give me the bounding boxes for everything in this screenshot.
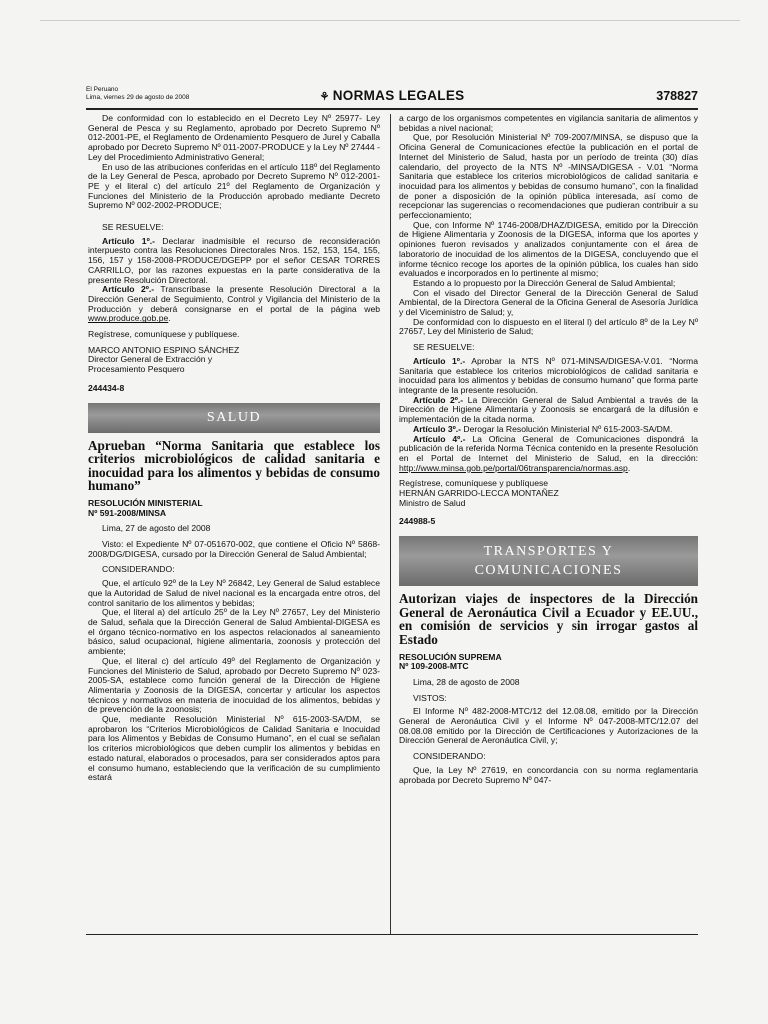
paragraph: De conformidad con lo dispuesto en el literal l) del artículo 8º de la Ley Nº 27657, Ley del Ministerio de Salud; [399, 316, 698, 337]
banner-line: TRANSPORTES Y [483, 544, 614, 560]
resolution-number: Nº 109-2008-MTC [399, 661, 469, 672]
signatory-title: Director General de Extracción y [88, 354, 213, 365]
resolution-date: Lima, 28 de agosto de 2008 [413, 676, 520, 687]
paragraph: Que, el literal c) del artículo 49º del Reglamento de Organización y Funciones del Ministerio de Salud, aprobado por Decreto Supremo Nº 023-2005-SA, establece como función general de la Dirección de Higiene Alimentaria y Zoonosis de la DIGESA, concertar y articular los aspectos técnicos y normativos en materia de inocuidad de los alimentos, bebidas y de prevención de la zoonosis; [88, 655, 380, 715]
column-divider [390, 114, 391, 934]
minsa-link[interactable]: http://www.minsa.gob.pe/portal/06transparencia/normas.asp [399, 462, 628, 473]
article-label: Artículo 2º.- [413, 394, 464, 405]
article-4: Artículo 4º.- La Oficina General de Comunicaciones dispondrá la publicación de la referida Norma Técnica contenido en la presente Resolución en el Portal de Internet del Ministerio de Salud, en la dirección: http://www.minsa.gob.pe/portal/06transparencia/normas.asp. [399, 433, 698, 473]
newspaper-name: El Peruano [86, 86, 119, 93]
headline: Aprueban “Norma Sanitaria que establece los criterios microbiológicos de calidad sanitaria e inocuidad para los alimentos y bebidas de consumo humano” [88, 437, 380, 494]
closing-formula: Regístrese, comuníquese y publíquese [399, 478, 549, 489]
resolution-title: RESOLUCIÓN MINISTERIAL [88, 497, 203, 508]
headline: Autorizan viajes de inspectores de la Dirección General de Aeronáutica Civil a Ecuador y EE.UU., en comisión de servicios y sin irrogar gastos al Estado [399, 591, 698, 647]
page-bottom-rule [86, 934, 698, 935]
coat-of-arms-icon: ⚘ [319, 91, 330, 103]
resolution-number: Nº 591-2008/MINSA [88, 507, 167, 518]
paragraph: Con el visado del Director General de la Dirección General de Salud Ambiental, de la Directora General de la Oficina General de Asesoría Jurídica y del Viceministro de Salud; y, [399, 287, 698, 318]
publication-date: Lima, viernes 29 de agosto de 2008 [86, 94, 190, 101]
article-3: Artículo 3º.- Derogar la Resolución Ministerial Nº 615-2003-SA/DM. [413, 423, 673, 434]
right-column [399, 114, 698, 785]
page-number: 378827 [656, 89, 698, 103]
resolution-date: Lima, 27 de agosto del 2008 [102, 523, 211, 534]
newspaper-page [86, 86, 698, 946]
article-label: Artículo 1º.- [102, 235, 155, 246]
signatory-title: Procesamiento Pesquero [88, 364, 185, 375]
publication-code: 244988-5 [399, 516, 436, 527]
banner-line: COMUNICACIONES [474, 563, 623, 579]
considerando-heading: CONSIDERANDO: [413, 751, 486, 762]
paragraph: Que, la Ley Nº 27619, en concordancia con su norma reglamentaria aprobada por Decreto Supremo Nº 047- [399, 764, 698, 785]
publication-code: 244434-8 [88, 382, 125, 393]
paragraph: Que, el artículo 92º de la Ley Nº 26842, Ley General de Salud establece que la Autoridad de Salud de nivel nacional es la encargada entre otros, del control sanitario de los alimentos y bebidas; [88, 578, 380, 608]
paragraph: a cargo de los organismos competentes en vigilancia sanitaria de alimentos y bebidas a nivel nacional; [399, 113, 698, 133]
considerando-heading: CONSIDERANDO: [102, 564, 175, 575]
article-1: Artículo 1º.- Aprobar la NTS Nº 071-MINSA/DIGESA-V.01. “Norma Sanitaria que establece los criterios microbiológicos de calidad sanitaria e inocuidad para los alimentos y bebidas de consumo humano” que forma parte integrante de la presente resolución. [399, 355, 698, 395]
paragraph: Visto: el Expediente Nº 07-051670-002, que contiene el Oficio Nº 5868-2008/DG/DIGESA, cursado por la Dirección General de Salud Ambiental; [88, 539, 380, 559]
article-2: Artículo 2º.- Transcríbase la presente Resolución Directoral a la Dirección General de Seguimiento, Control y Vigilancia del Ministerio de la Producción y deberá consignarse en el portal de la página web www.produce.gob.pe. [88, 284, 380, 324]
article-label: Artículo 3º.- [413, 423, 462, 434]
vistos-heading: VISTOS: [413, 692, 447, 703]
paragraph: Que, el literal a) del artículo 25º de la Ley Nº 27657, Ley del Ministerio de Salud, señala que la Dirección General de Salud Ambiental-DIGESA es el órgano técnico-normativo en los aspectos relacionados al saneamiento básico, salud ocupacional, higiene alimentaria, zoonosis y protección del ambiente; [88, 607, 380, 657]
resolve-heading: SE RESUELVE: [413, 342, 475, 353]
section-banner-salud: SALUD [88, 403, 380, 433]
signatory-title: Ministro de Salud [399, 497, 466, 508]
closing-formula: Regístrese, comuníquese y publíquese. [88, 329, 240, 340]
produce-link[interactable]: www.produce.gob.pe [88, 313, 169, 324]
resolution-title: RESOLUCIÓN SUPREMA [399, 651, 502, 662]
paragraph: Que, por Resolución Ministerial Nº 709-2007/MINSA, se dispuso que la Oficina General de Comunicaciones efectúe la publicación en el portal de Internet del Ministerio de Salud, hasta por un período de treinta (30) días calendario, del proyecto de la NTS Nº -MINSA/DIGESA - V.01 “Norma Sanitaria que establece los criterios microbiológicos de calidad sanitaria e inocuidad para los alimentos y bebidas de consumo humano”, con la finalidad de poner a disposición de la opinión pública interesada, así como de recepcionar las sugerencias o recomendaciones que pudieran contribuir a su perfeccionamiento; [399, 132, 698, 221]
paragraph: Que, con Informe Nº 1746-2008/DHAZ/DIGESA, emitido por la Dirección de Higiene Alimentaria y Zoonosis de la DIGESA, informa que los aportes y opiniones fueron revisados y analizados conjuntamente con el área de laboratorio de inocuidad de los alimentos de la DIGESA, concluyendo que el informe técnico recoge los aportes de la opinión pública, los cuales han sido evaluados e incorporados en lo pertinente al mismo; [399, 219, 698, 279]
article-label: Artículo 4º.- [413, 433, 466, 444]
section-title-text: NORMAS LEGALES [332, 88, 465, 103]
page-header [86, 86, 698, 110]
left-column [88, 114, 380, 783]
paragraph: Que, mediante Resolución Ministerial Nº 615-2003-SA/DM, se aprobaron los “Criterios Microbiológicos de Calidad Sanitaria e Inocuidad para los Alimentos y Bebidas de Consumo Humano”, en el cual se señalan los criterios microbiológicos que deben cumplir los alimentos y bebidas en estado natural, elaborados o procesados, para ser considerados aptos para el consumo humano, estableciendo que la verificación de su cumplimiento estará [88, 714, 380, 783]
article-label: Artículo 1º.- [413, 355, 466, 366]
signatory-name: MARCO ANTONIO ESPINO SÁNCHEZ [88, 344, 240, 355]
scan-edge-line [40, 20, 740, 21]
paragraph: Estando a lo propuesto por la Dirección General de Salud Ambiental; [413, 277, 676, 288]
article-1: Artículo 1º.- Declarar inadmisible el recurso de reconsideración interpuesto contra las Resoluciones Directorales Nros. 152, 153, 154, 155, 156, 157 y 158-2008-PRODUCE/DGEPP por el señor CESAR TORRES CARRILLO, por las razones expuestas en la parte considerativa de la presente Resolución Directoral. [88, 235, 380, 285]
article-2: Artículo 2º.- La Dirección General de Salud Ambiental a través de la Dirección de Higiene Alimentaria y Zoonosis se encargará de la difusión e implementación de la citada norma. [399, 394, 698, 425]
article-label: Artículo 2º.- [102, 284, 155, 295]
signatory-name: HERNÁN GARRIDO-LECCA MONTAÑEZ [399, 488, 559, 499]
section-banner-transportes [399, 536, 698, 586]
section-title [86, 88, 698, 103]
paragraph: De conformidad con lo establecido en el Decreto Ley Nº 25977- Ley General de Pesca y su Reglamento, aprobado por Decreto Supremo Nº 012-2001-PE, el Reglamento de Ordenamiento Pesquero de Jurel y Caballa aprobado por Decreto Supremo Nº 011-2007-PRODUCE y la Ley Nº 27444 - Ley del Procedimiento Administrativo General; [88, 113, 380, 162]
paragraph: En uso de las atribuciones conferidas en el artículo 118º del Reglamento de la Ley General de Pesca, aprobado por Decreto Supremo Nº 012-2001-PE y el literal c) del artículo 21º del Reglamento de Organización y Funciones del Ministerio de la Producción aprobado mediante Decreto Supremo Nº 002-2002-PRODUCE; [88, 161, 380, 211]
paragraph: El Informe Nº 482-2008-MTC/12 del 12.08.08, emitido por la Dirección General de Aeronáutica Civil y el Informe Nº 047-2008-MTC/12.07 del 08.08.08 emitido por la Dirección de Certificaciones y Autorizaciones de la Dirección General de Aeronáutica Civil, y; [399, 706, 698, 746]
resolve-heading: SE RESUELVE: [102, 222, 164, 233]
